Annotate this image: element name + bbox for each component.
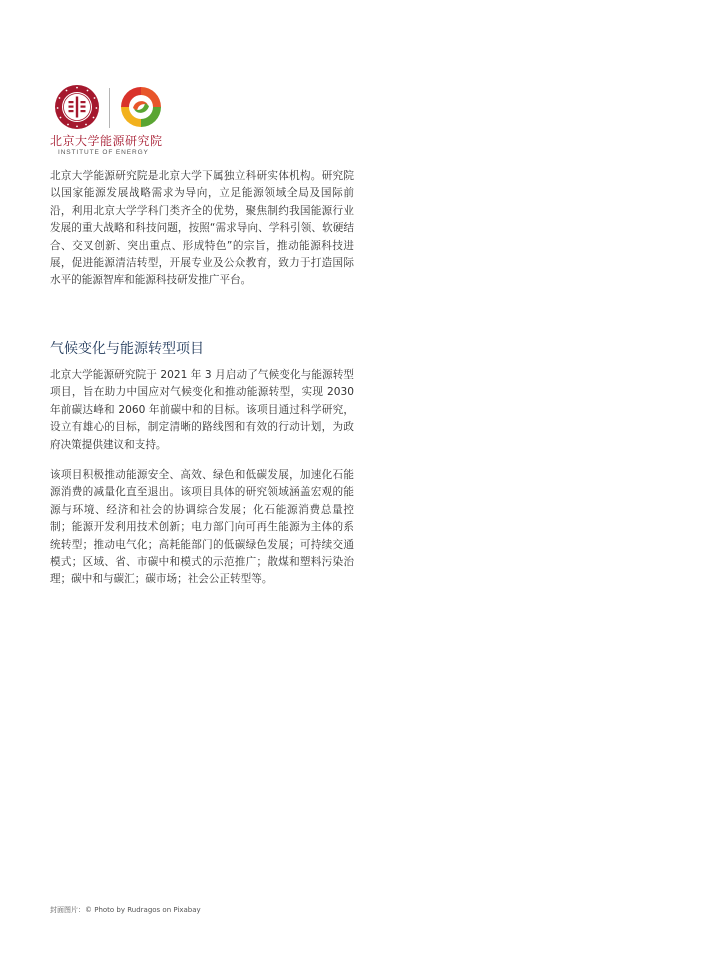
energy-swirl-icon bbox=[118, 84, 164, 130]
logo-name-chinese: 北京大学能源研究院 bbox=[50, 134, 163, 148]
project-paragraph-2: 该项目积极推动能源安全、高效、绿色和低碳发展，加速化石能源消费的减量化直至退出。该项目具体的研究领域涵盖宏观的能源与环境、经济和社会的协调综合发展；化石能源消费总量控制；能源开发利用技术创新；电力部门向可再生能源为主体的系统转型；推动电气化；高耗能部门的低碳绿色发展；可持续交通模式；区域、省、市碳中和模式的示范推广；散煤和塑料污染治理；碳中和与碳汇；碳市场；社会公正转型等。 bbox=[50, 469, 354, 586]
logo-name-english: INSTITUTE OF ENERGY bbox=[58, 149, 149, 156]
intro-paragraph: 北京大学能源研究院是北京大学下属独立科研实体机构。研究院以国家能源发展战略需求为导向，立足能源领域全局及国际前沿，利用北京大学学科门类齐全的优势，聚焦制约我国能源行业发展的重大战略和科技问题，按照“需求导向、学科引领、软硬结合、交叉创新、突出重点、形成特色”的宗旨，推动能源科技进展，促进能源清洁转型，开展专业及公众教育，致力于打造国际水平的能源智库和能源科技研发推广平台。 bbox=[50, 170, 354, 287]
photo-credit: 封面图片：© Photo by Rudragos on Pixabay bbox=[50, 906, 201, 914]
project-paragraph-1: 北京大学能源研究院于 2021 年 3 月启动了气候变化与能源转型项目，旨在助力中国应对气候变化和推动能源转型，实现 2030 年前碳达峰和 2060 年前碳中和的目标。该项目通过科学研究，设立有雄心的目标，制定清晰的路线图和有效的行动计划，为政府决策提供建议和支持。 bbox=[50, 369, 354, 451]
pku-seal-icon bbox=[54, 84, 100, 130]
section-heading: 气候变化与能源转型项目 bbox=[50, 341, 204, 357]
institute-logo bbox=[50, 84, 190, 160]
logo-divider bbox=[109, 88, 110, 128]
